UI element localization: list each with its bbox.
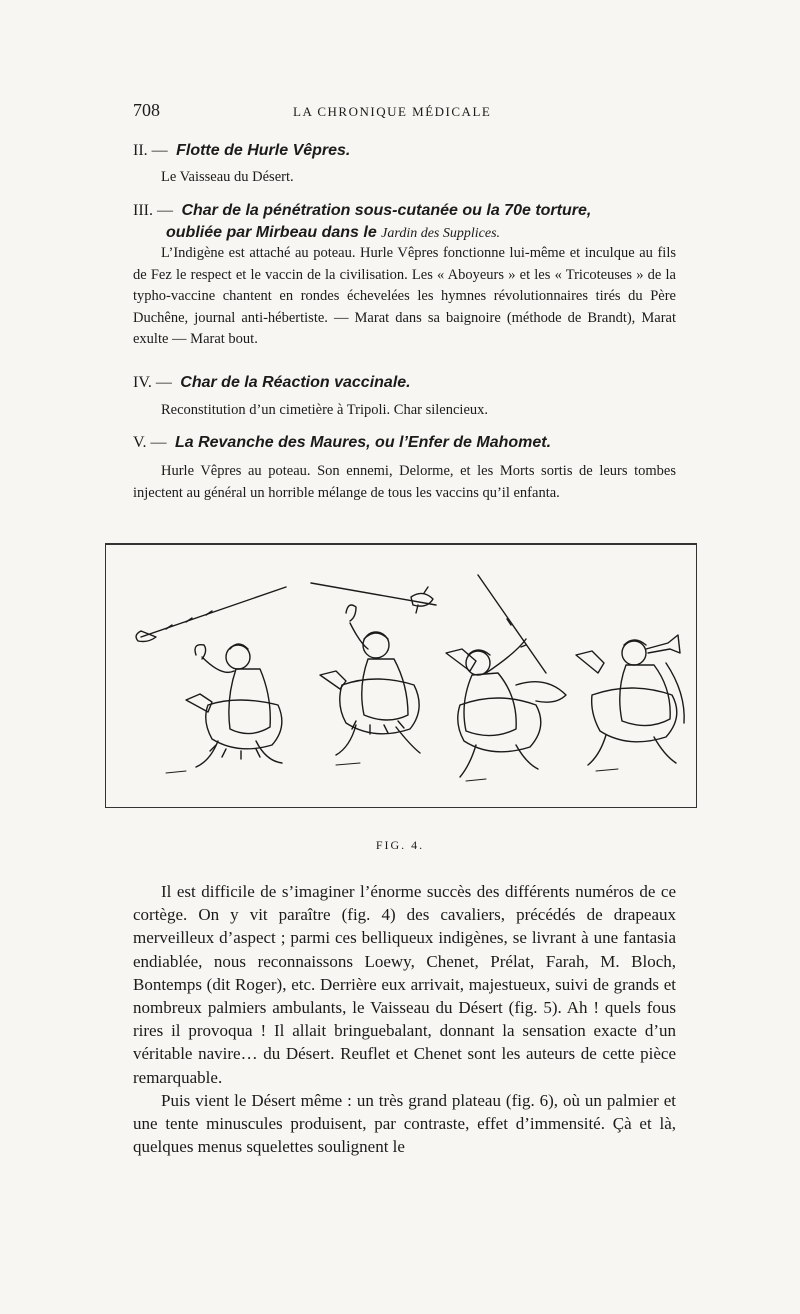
section-text-ii: Le Vaisseau du Désert. bbox=[161, 169, 294, 185]
flag-staff-2 bbox=[311, 583, 436, 613]
section-title-line2 bbox=[133, 222, 678, 245]
section-text-iv: Reconstitution d’un cimetière à Tripoli. Char silencieux. bbox=[161, 402, 489, 418]
section-heading-iii bbox=[133, 200, 678, 245]
section-title: Flotte de Hurle Vêpres. bbox=[176, 142, 351, 159]
section-heading-ii bbox=[133, 140, 678, 162]
section-title: Char de la Réaction vaccinale. bbox=[180, 374, 411, 391]
section-text-iii: L’Indigène est attaché au poteau. Hurle Vêpres fonctionne lui-même et inculque au fils de Fez le respect et le vaccin de la civilisation. Les « Aboyeurs » et les « Tricoteuses » de la typho-vaccine chantent en rondes échevelées les hymnes révolutionnaires tirés du Père Duchêne, journal anti-hébertiste. — Marat dans sa baignoire (méthode de Brandt), Marat exulte — Marat bout. bbox=[133, 245, 676, 347]
page-number: 708 bbox=[133, 100, 160, 120]
flag-staff-1 bbox=[136, 587, 286, 642]
figure-illustration bbox=[105, 543, 697, 808]
section-text-v: Hurle Vêpres au poteau. Son ennemi, Delorme, et les Morts sortis de leurs tombes injectent au général un horrible mélange de tous les vaccins qu’il enfanta. bbox=[133, 463, 676, 501]
section-numeral: IV. — bbox=[133, 374, 172, 391]
book-title: Jardin des Supplices. bbox=[381, 226, 501, 241]
horsemen-drawing bbox=[106, 545, 696, 807]
section-numeral: V. — bbox=[133, 434, 167, 451]
journal-title: LA CHRONIQUE MÉDICALE bbox=[293, 104, 492, 119]
rider-3 bbox=[446, 639, 566, 777]
rider-4 bbox=[576, 635, 684, 765]
section-heading-v bbox=[133, 432, 678, 454]
figure-caption: FIG. 4. bbox=[375, 838, 425, 852]
paragraph-2: Puis vient le Désert même : un très grand plateau (fig. 6), où un palmier et une tente minuscules produisent, par contraste, effet d’immensité. Çà et là, quelques menus squelettes soulignent le bbox=[133, 1090, 676, 1157]
body-text bbox=[133, 880, 676, 1158]
section-numeral: III. — bbox=[133, 202, 173, 219]
section-title-part: oubliée par Mirbeau dans le bbox=[166, 224, 377, 241]
running-head bbox=[133, 100, 673, 126]
rider-2 bbox=[320, 605, 420, 755]
section-numeral: II. — bbox=[133, 142, 168, 159]
flag-staff-3 bbox=[478, 575, 546, 673]
rider-1 bbox=[186, 644, 282, 767]
paragraph-1: Il est difficile de s’imaginer l’énorme succès des différents numéros de ce cortège. On y vit paraître (fig. 4) des cavaliers, précédés de drapeaux merveilleux d’aspect ; parmi ces belliqueux indigènes, se livrant à une fantasia endiablée, nous reconnaissons Loewy, Chenet, Prélat, Farah, M. Bloch, Bontemps (dit Roger), etc. Derrière eux arrivait, majestueux, suivi de grands et nombreux palmiers ambulants, le Vaisseau du Désert (fig. 5). Ah ! quels fous rires il provoqua ! Il allait bringuebalant, donnant la sensation exacte d’un véritable navire… du Désert. Reuflet et Chenet sont les auteurs de cette pièce remarquable. bbox=[133, 882, 676, 1087]
section-title: La Revanche des Maures, ou l’Enfer de Mahomet. bbox=[174, 434, 552, 451]
section-title-line1: Char de la pénétration sous-cutanée ou la 70e torture, bbox=[181, 202, 592, 219]
section-heading-iv bbox=[133, 372, 678, 394]
